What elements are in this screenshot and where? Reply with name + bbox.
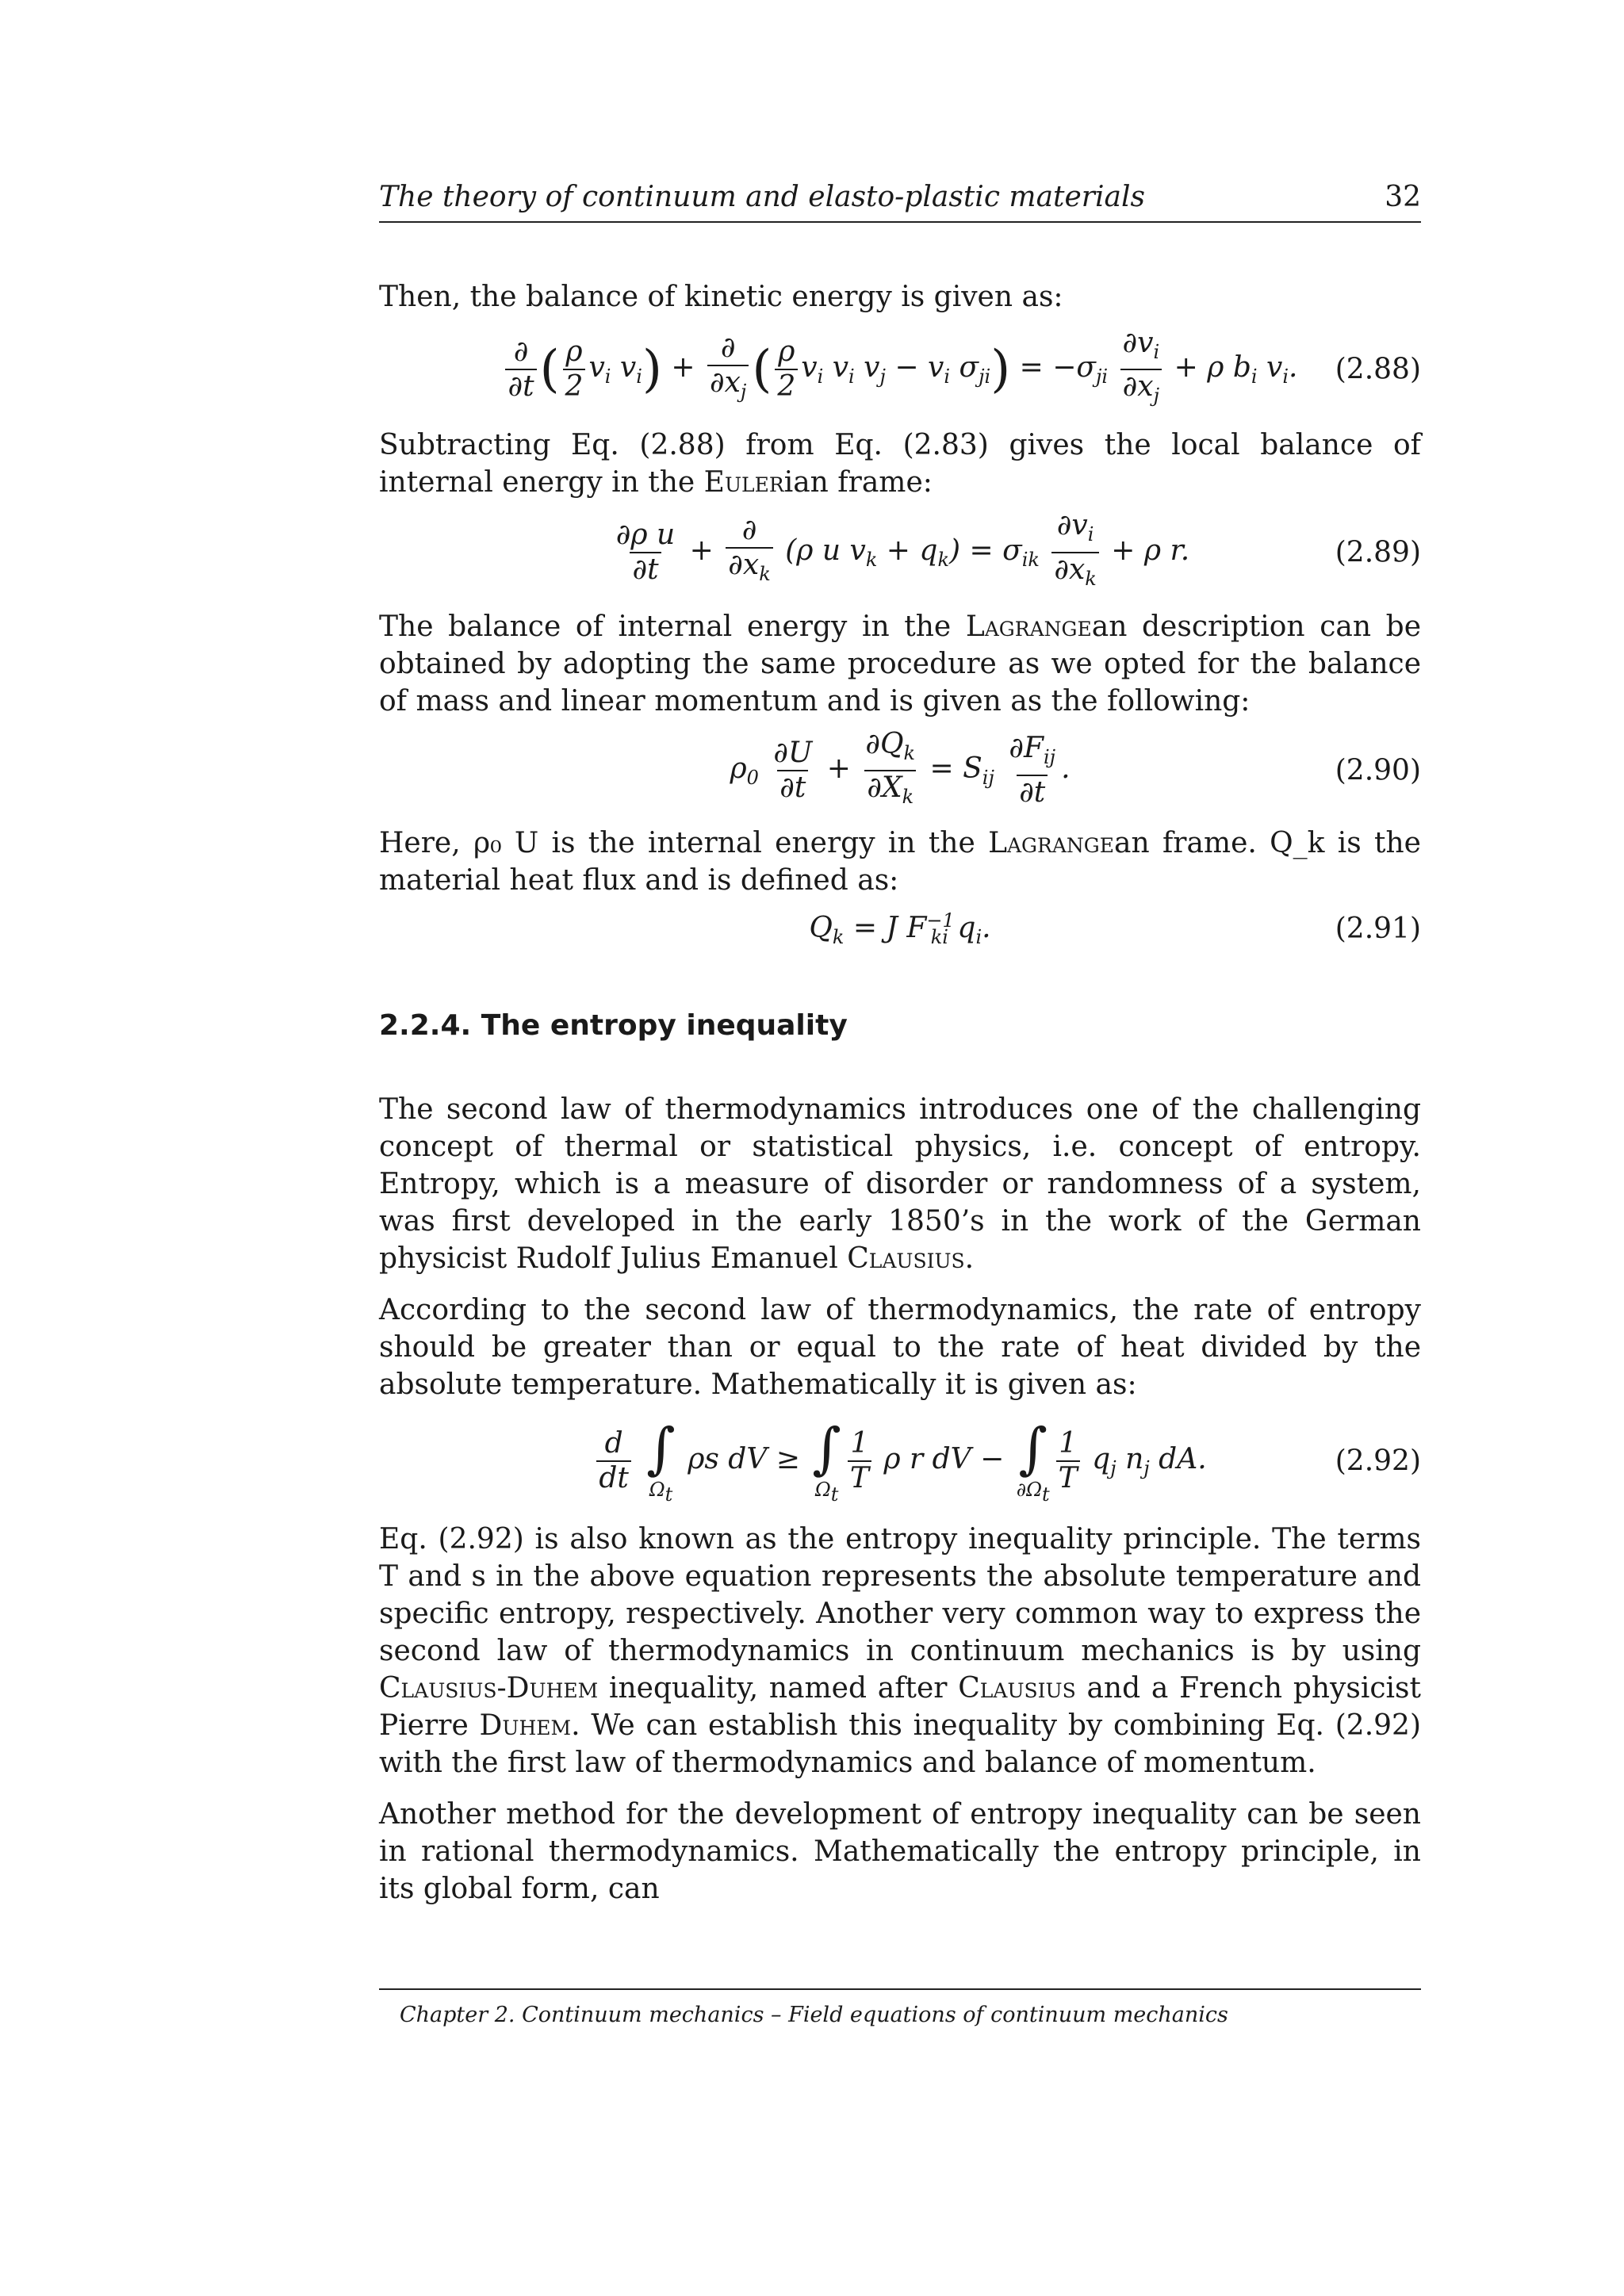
equation-number: (2.88)	[1335, 353, 1421, 386]
page-footer	[379, 1988, 1421, 2027]
equation-2-88: $\frac{\partial}{\partial t}$ ( $\frac{\rho}{2}$ $v_i$ $v_i$) + $\frac{\partial}{\partial x_j}$ ( $\frac{\rho}{2}$ $v_i$ $v_i$ $v_j - v_i$ $\sigma_{ji}) = -\sigma_{ji}$ $\frac{\partial v_i}{\partial x_j}$ + ρ $b_i$ $v_i$. (2.88)	[379, 327, 1421, 412]
equation-number: (2.91)	[1335, 912, 1421, 945]
paragraph-clausius-duhem: Eq. (2.92) is also known as the entropy inequality principle. The terms T and s in the above equation represents the absolute temperature and specific entropy, respectively. Another very common way to express the second law of thermodynamics in continuum mechanics is by using Clausius-Duhem inequality, named after Clausius and a French physicist Pierre Duhem. We can establish this inequality by combining Eq. (2.92) with the first law of thermodynamics and balance of momentum.	[379, 1523, 1421, 1780]
equation-number: (2.92)	[1335, 1445, 1421, 1478]
paragraph-rate-of-entropy: According to the second law of thermodynamics, the rate of entropy should be greater than or equal to the rate of heat divided by the absolute temperature. Mathematically it is given as:	[379, 1294, 1421, 1402]
paragraph-lagrangean: The balance of internal energy in the Lagrangean description can be obtained by adopting the same procedure as we opted for the balance of mass and linear momentum and is given as the following:	[379, 610, 1421, 718]
section-heading: 2.2.4. The entropy inequality	[379, 1009, 848, 1043]
paragraph-second-law: The second law of thermodynamics introduces one of the challenging concept of thermal or statistical physics, i.e. concept of entropy. Entropy, which is a measure of disorder or randomness of a system, was first developed in the early 1850’s in the work of the German physicist Rudolf Julius Emanuel Clausius.	[379, 1093, 1421, 1276]
paragraph-kinetic-intro: Then, the balance of kinetic energy is given as:	[379, 281, 1063, 313]
equation-2-89: $\frac{\text{∂ρ u}}{\partial t}$ + $\frac{\partial}{\partial x_k}$ (ρ u $v_k + q_k) = \sigma_{ik}$ $\frac{\partial v_i}{\partial x_k}$ + ρ r. (2.89)	[379, 509, 1421, 595]
footer-text: Chapter 2. Continuum mechanics – Field equations of continuum mechanics	[400, 2003, 1228, 2027]
equation-2-92: $\frac{d}{dt}$ ∫ $\Omega_t$ ρs dV ≥ ∫ $\Omega_t$ $\frac{1}{T}$ ρ r dV − ∫ $\partial\Omega_t$ $\frac{1}{T}$ $q_j$ $n_j$ dA. (2.92)	[379, 1418, 1421, 1505]
running-title: The theory of continuum and elasto-plastic materials	[379, 181, 1145, 213]
paragraph-subtracting: Subtracting Eq. (2.88) from Eq. (2.83) gives the local balance of internal energy in the Eulerian frame:	[379, 429, 1421, 499]
paragraph-heat-flux: Here, ρ₀ U is the internal energy in the Lagrangean frame. Q_k is the material heat flux and is defined as:	[379, 827, 1421, 897]
equation-2-90: $\rho_0$ $\frac{\partial U}{\partial t}$ + $\frac{\partial Q_k}{\partial X_k}$ = $S_{ij}$ $\frac{\partial F_{ij}}{\partial t}$ . (2.90)	[379, 728, 1421, 813]
page-number: 32	[1385, 181, 1421, 213]
running-header	[379, 181, 1421, 223]
equation-number: (2.90)	[1335, 754, 1421, 787]
equation-number: (2.89)	[1335, 536, 1421, 569]
page-content	[379, 181, 1421, 1908]
paragraph-rational-thermodynamics: Another method for the development of entropy inequality can be seen in rational thermodynamics. Mathematically the entropy principle, in its global form, can	[379, 1798, 1421, 1906]
equation-2-91: $Q_k = J$ $F^{-1}_{ki}$ $q_i$. (2.91)	[379, 899, 1421, 959]
